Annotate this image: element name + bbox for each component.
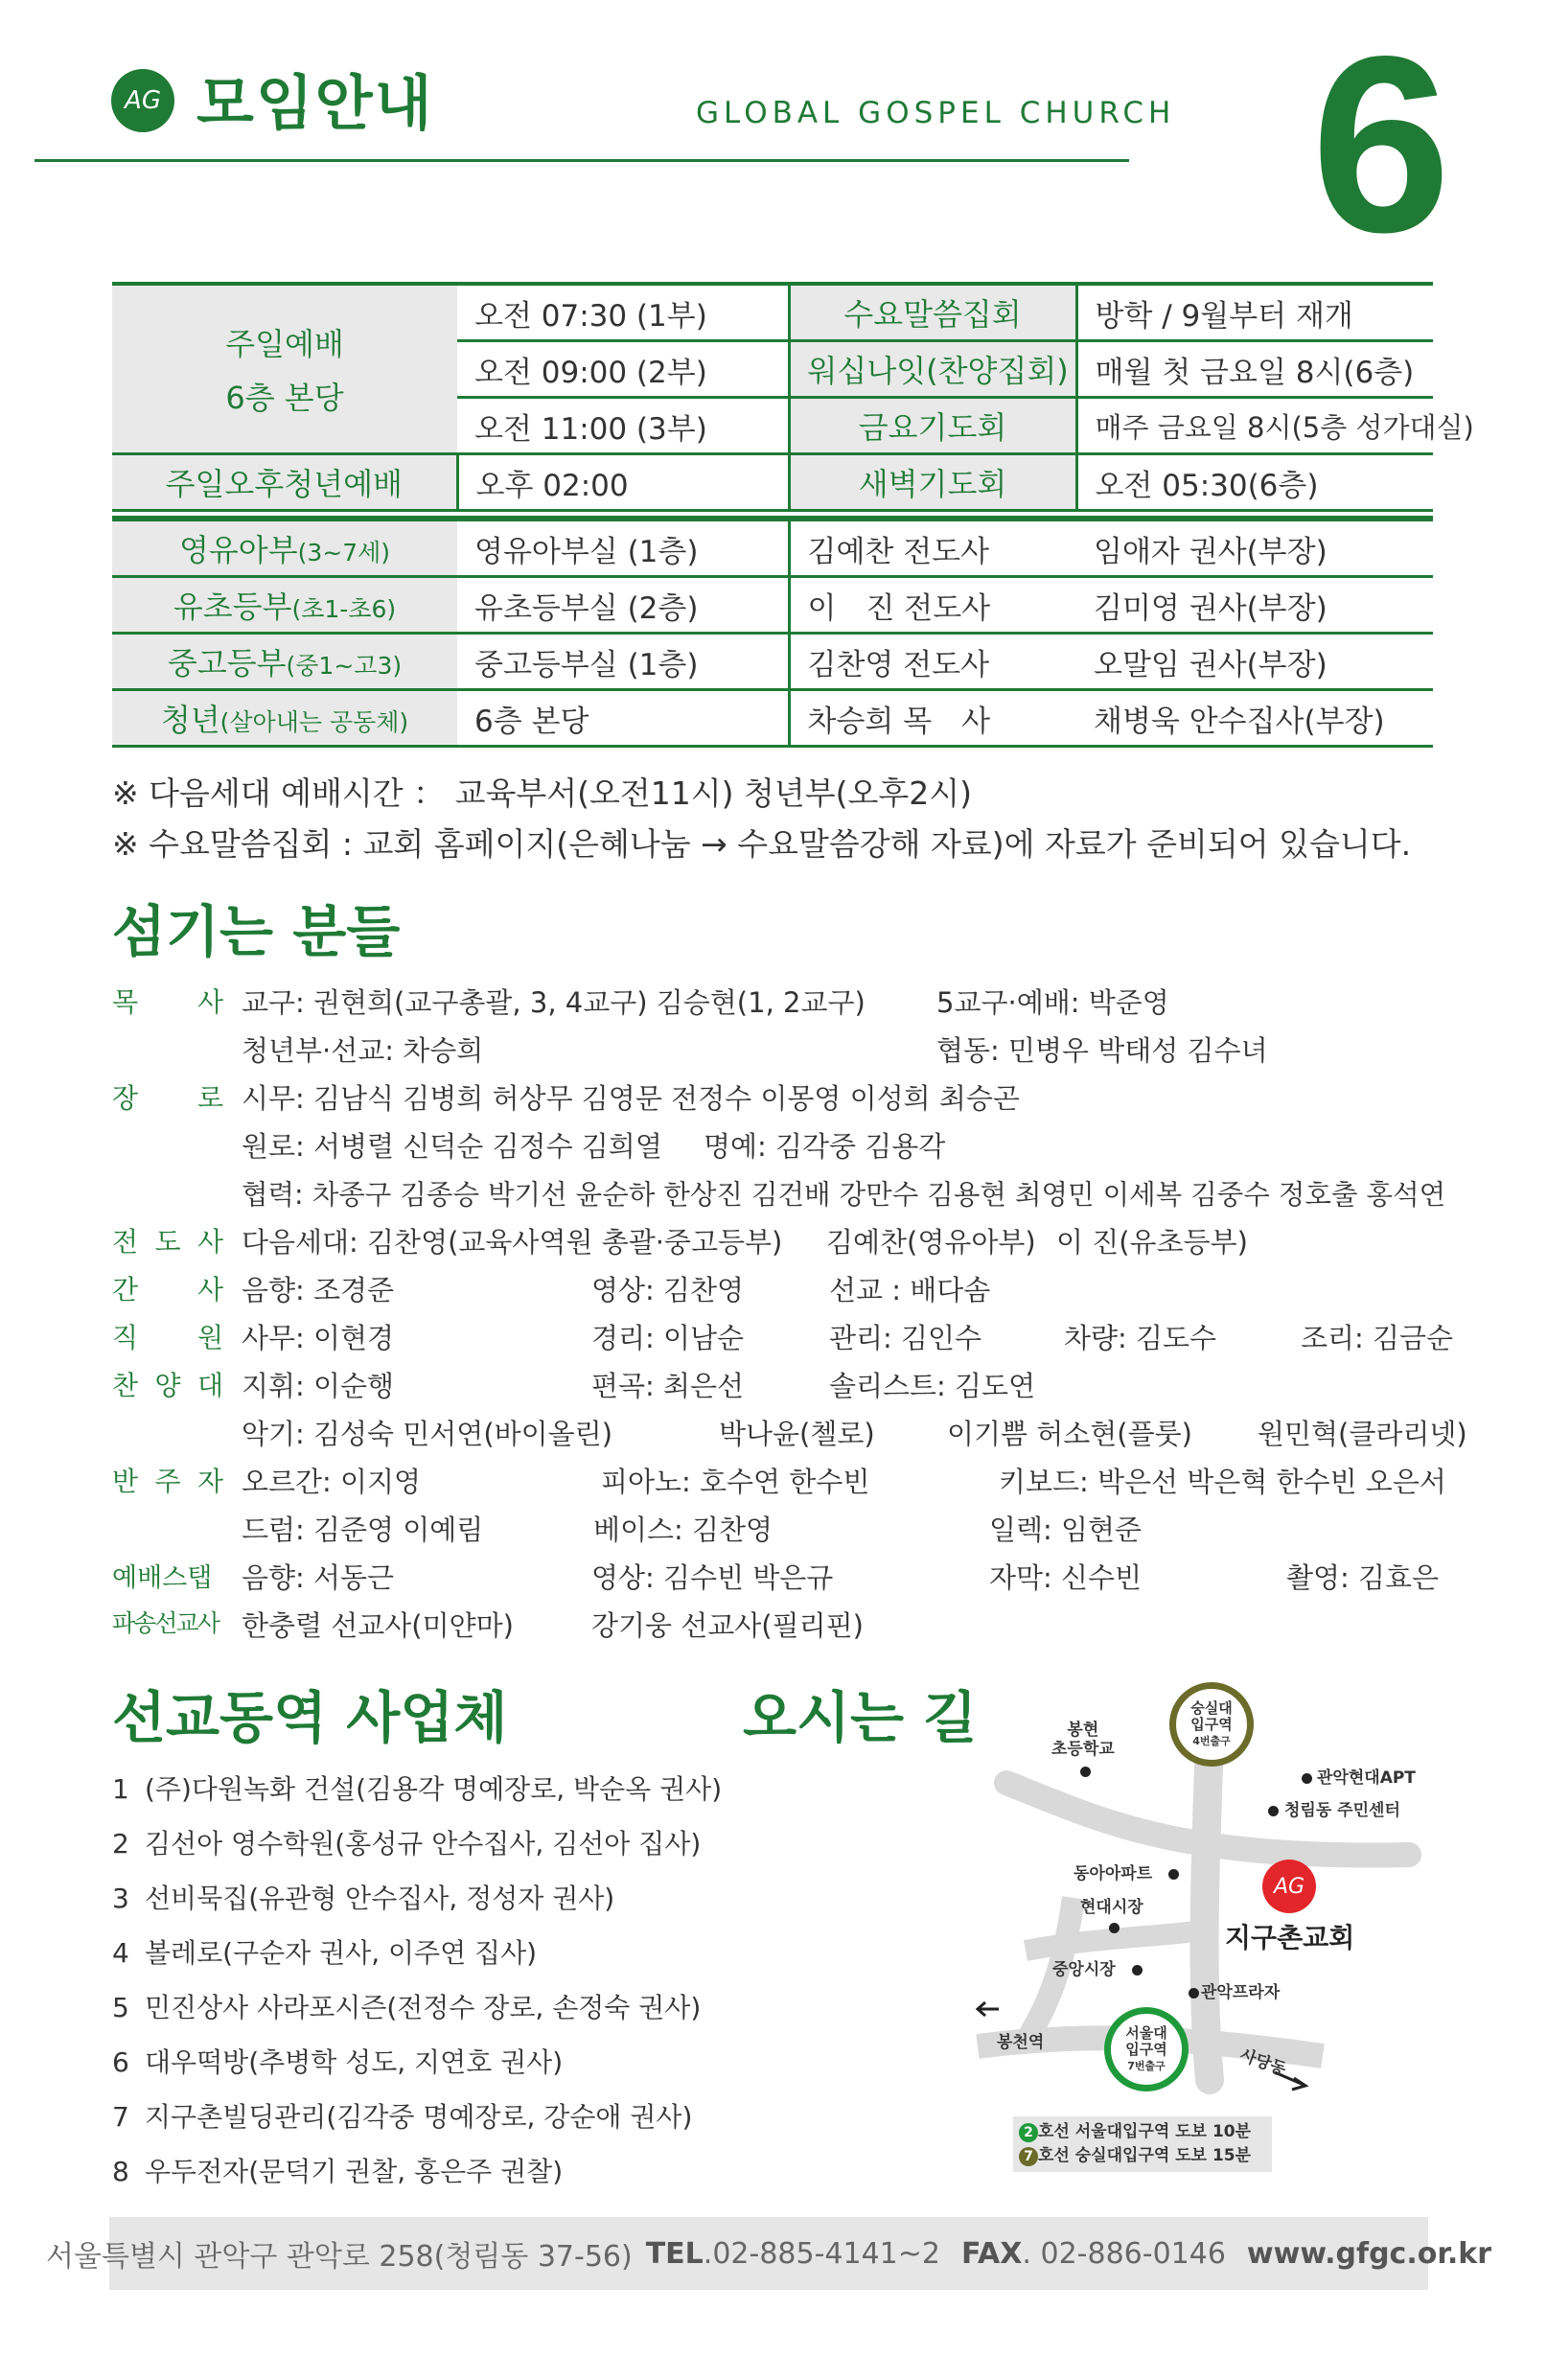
table-row: [112, 634, 1433, 690]
sunday-time-1: 오전 07:30 (1부): [457, 284, 789, 341]
list-item: 5 민진상사 사라포시즌(전정수 장로, 손정숙 권사): [112, 1992, 702, 2023]
map-marker: [1189, 1988, 1199, 1999]
station-snu: 서울대 입구역 7번출구: [1104, 2007, 1189, 2091]
staff-category: 목 사: [112, 986, 223, 1018]
staff-category: 파송선교사: [112, 1609, 219, 1637]
youth-service-time: 오후 02:00: [457, 454, 789, 511]
table-row: [112, 519, 1433, 577]
line2-icon: 2: [1019, 2123, 1038, 2142]
website-link[interactable]: www.gfgc.or.kr: [1246, 2236, 1491, 2271]
map-label-dong-apt: 동아아파트: [1074, 1864, 1153, 1883]
department-leader: 김미영 권사(부장): [1076, 577, 1433, 634]
sunday-time-3: 오전 11:00 (3부): [457, 398, 789, 454]
fax-number: . 02-886-0146: [1022, 2236, 1226, 2271]
staff-category: 반 주 자: [112, 1466, 223, 1497]
department-place: 영유아부실 (1층): [457, 519, 789, 577]
note-wednesday: ※ 수요말씀집회 : 교회 홈페이지(은혜나눔 → 수요말씀강해 자료)에 자료가 준비되어 있습니다.: [112, 825, 1412, 863]
sunday-service-label: 주일예배 6층 본당: [112, 284, 457, 454]
friday-prayer-label: 금요기도회: [789, 398, 1076, 454]
tel-number: .02-885-4141~2: [703, 2236, 940, 2271]
map-label-apt: 관악현대APT: [1317, 1768, 1416, 1788]
map-label-bongcheon: 봉천역: [997, 2033, 1045, 2052]
map-label-plaza: 관악프라자: [1201, 1983, 1281, 2002]
wednesday-label: 수요말씀집회: [789, 284, 1076, 341]
note-next-generation: ※ 다음세대 예배시간 ： 교육부서(오전11시) 청년부(오후2시): [112, 774, 973, 812]
worship-night-value: 매월 첫 금요일 8시(6층): [1076, 341, 1433, 398]
list-item: 2 김선아 영수학원(홍성규 안수집사, 김선아 집사): [112, 1828, 702, 1860]
map-label-center: 청림동 주민센터: [1284, 1801, 1400, 1820]
tel-label: TEL: [645, 2236, 704, 2271]
map-label-church: 지구촌교회: [1225, 1922, 1355, 1953]
list-item: 8 우두전자(문덕기 권찰, 홍은주 권찰): [112, 2156, 564, 2187]
list-item: 7 지구촌빌딩관리(김각중 명예장로, 강순애 권사): [112, 2101, 693, 2133]
department-name: 청년(살아내는 공동체): [112, 690, 457, 747]
church-map-logo: AG: [1262, 1860, 1316, 1913]
dawn-prayer-value: 오전 05:30(6층): [1076, 454, 1433, 511]
footer-contact: [46, 2217, 1491, 2290]
dawn-prayer-label: 새벽기도회: [789, 454, 1076, 511]
subway-info: 2 호선 서울대입구역 도보 10분 7 호선 숭실대입구역 도보 15분: [1013, 2116, 1272, 2172]
sunday-time-2: 오전 09:00 (2부): [457, 341, 789, 398]
staff-category: 찬 양 대: [112, 1370, 223, 1401]
fax-label: FAX: [961, 2236, 1023, 2271]
staff-category: 예배스탭: [112, 1563, 213, 1593]
church-logo: AG: [111, 69, 174, 132]
department-name: 유초등부(초1-초6): [112, 577, 457, 634]
station-soongsil: 숭실대 입구역 4번출구: [1169, 1682, 1254, 1767]
issue-number: 6: [1311, 4, 1451, 285]
list-item: 3 선비묵집(유관형 안수집사, 정성자 권사): [112, 1883, 615, 1914]
department-place: 6층 본당: [457, 690, 789, 747]
map-label-market1: 현대시장: [1080, 1898, 1143, 1917]
department-table: [112, 516, 1433, 748]
department-pastor: 김예찬 전도사: [789, 519, 1076, 577]
department-place: 유초등부실 (2층): [457, 577, 789, 634]
map-marker: [1268, 1806, 1279, 1816]
staff-category: 직 원: [112, 1322, 223, 1353]
line7-icon: 7: [1019, 2147, 1038, 2166]
page-title: 모임안내: [196, 68, 434, 138]
department-name: 영유아부(3~7세): [112, 519, 457, 577]
staff-category: 장 로: [112, 1082, 223, 1114]
department-pastor: 김찬영 전도사: [789, 634, 1076, 690]
department-leader: 채병욱 안수집사(부장): [1076, 690, 1433, 747]
wednesday-value: 방학 / 9월부터 재개: [1076, 284, 1433, 341]
friday-prayer-value: 매주 금요일 8시(5층 성가대실): [1076, 398, 1433, 454]
worship-night-label: 워십나잇(찬양집회): [789, 341, 1076, 398]
map-marker: [1132, 1965, 1143, 1976]
department-pastor: 차승희 목 사: [789, 690, 1076, 747]
map-label-sadang: 사당동: [1237, 2045, 1289, 2080]
department-name: 중고등부(중1~고3): [112, 634, 457, 690]
staff-section-title: 섬기는 분들: [112, 899, 401, 964]
map-marker: [1302, 1773, 1312, 1784]
directions-title: 오시는 길: [743, 1685, 978, 1750]
table-row: [112, 690, 1433, 747]
staff-category: 간 사: [112, 1274, 223, 1306]
business-section-title: 선교동역 사업체: [112, 1685, 508, 1750]
map-marker: [1080, 1767, 1091, 1777]
header-divider: [35, 159, 1129, 162]
map-marker: [1109, 1923, 1120, 1933]
footer-address: 서울특별시 관악구 관악로 258(청림동 37-56): [46, 2240, 633, 2274]
church-name: GLOBAL GOSPEL CHURCH: [696, 96, 1176, 130]
map-marker: [1168, 1869, 1179, 1880]
list-item: 1 (주)다원녹화 건설(김용각 명예장로, 박순옥 권사): [112, 1773, 723, 1805]
department-leader: 오말임 권사(부장): [1076, 634, 1433, 690]
youth-service-label: 주일오후청년예배: [112, 454, 457, 511]
staff-category: 전 도 사: [112, 1226, 223, 1258]
map-label-market2: 중앙시장: [1052, 1960, 1116, 1979]
list-item: 6 대우떡방(추병학 성도, 지연호 권사): [112, 2046, 564, 2078]
list-item: 4 볼레로(구순자 권사, 이주연 집사): [112, 1937, 538, 1969]
department-pastor: 이 진 전도사: [789, 577, 1076, 634]
worship-schedule-table: [112, 282, 1474, 512]
department-leader: 임애자 권사(부장): [1076, 519, 1433, 577]
table-row: [112, 577, 1433, 634]
map-label-school: 봉현 초등학교: [1051, 1721, 1115, 1759]
department-place: 중고등부실 (1층): [457, 634, 789, 690]
